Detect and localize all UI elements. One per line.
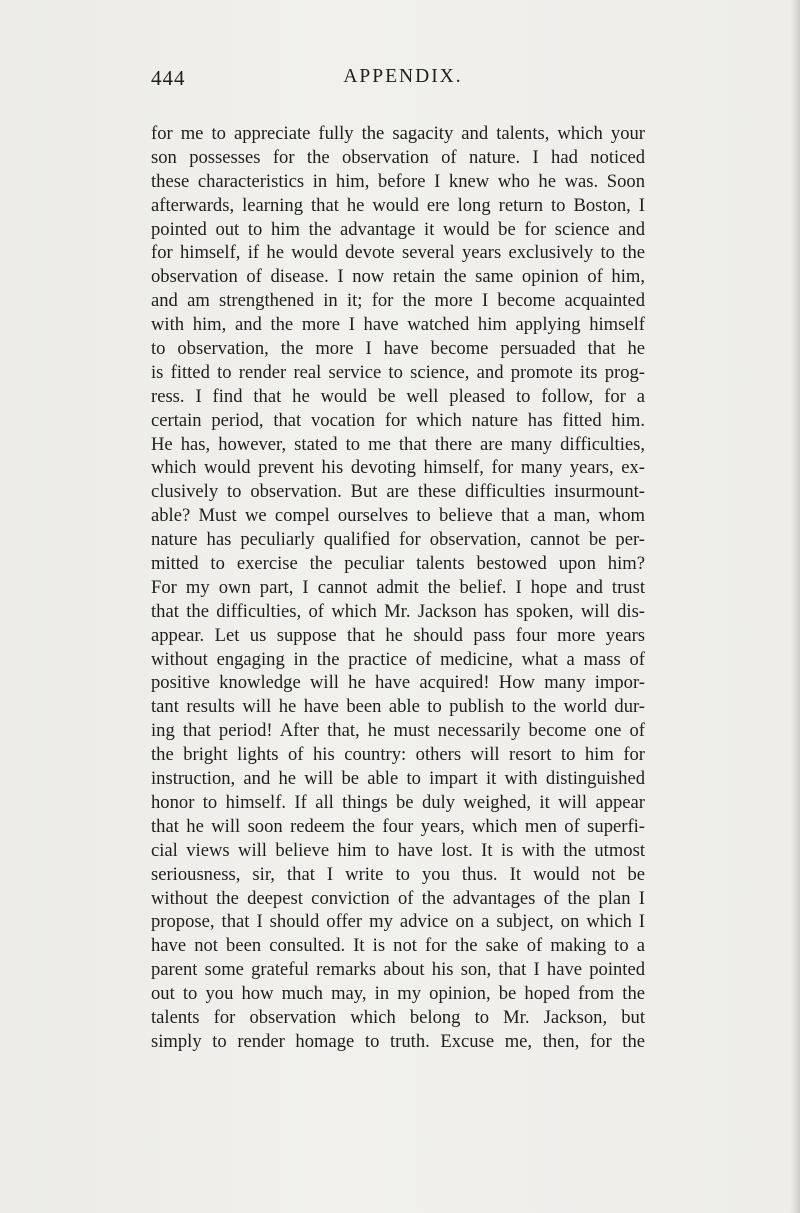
text-line: positive knowledge will he have acquired! How many impor-: [151, 672, 645, 694]
text-line: is fitted to render real service to science, and promote its prog-: [151, 361, 645, 383]
text-line: with him, and the more I have watched him applying himself: [151, 314, 645, 336]
text-line: appear. Let us suppose that he should pass four more years: [151, 624, 645, 646]
text-line: For my own part, I cannot admit the belief. I hope and trust: [151, 576, 645, 598]
text-line: tant results will he have been able to publish to the world dur-: [151, 696, 645, 718]
text-line: to observation, the more I have become persuaded that he: [151, 338, 645, 360]
text-line: the bright lights of his country: others will resort to him for: [151, 744, 645, 766]
text-line: that the difficulties, of which Mr. Jackson has spoken, will dis-: [151, 600, 645, 622]
text-line: propose, that I should offer my advice on a subject, on which I: [151, 911, 645, 933]
text-line: ress. I find that he would be well pleased to follow, for a: [151, 385, 645, 407]
text-line: for himself, if he would devote several years exclusively to the: [151, 242, 645, 264]
page-edge-shadow: [790, 0, 800, 1213]
text-line: pointed out to him the advantage it would be for science and: [151, 218, 645, 240]
text-line: without engaging in the practice of medicine, what a mass of: [151, 648, 645, 670]
text-line: ing that period! After that, he must necessarily become one of: [151, 720, 645, 742]
page-header: [151, 66, 645, 96]
text-line: afterwards, learning that he would ere long return to Boston, I: [151, 194, 645, 216]
text-line: cial views will believe him to have lost. It is with the utmost: [151, 839, 645, 861]
text-line: certain period, that vocation for which nature has fitted him.: [151, 409, 645, 431]
text-line: talents for observation which belong to Mr. Jackson, but: [151, 1006, 645, 1028]
text-line: observation of disease. I now retain the same opinion of him,: [151, 266, 645, 288]
text-line: that he will soon redeem the four years, which men of superfi-: [151, 815, 645, 837]
text-line: out to you how much may, in my opinion, be hoped from the: [151, 983, 645, 1005]
text-line: these characteristics in him, before I knew who he was. Soon: [151, 170, 645, 192]
text-line: honor to himself. If all things be duly weighed, it will appear: [151, 791, 645, 813]
text-line: simply to render homage to truth. Excuse me, then, for the: [151, 1030, 645, 1052]
text-line: He has, however, stated to me that there are many difficulties,: [151, 433, 645, 455]
text-line: which would prevent his devoting himself, for many years, ex-: [151, 457, 645, 479]
text-line: nature has peculiarly qualified for observation, cannot be per-: [151, 529, 645, 551]
text-line: able? Must we compel ourselves to believe that a man, whom: [151, 505, 645, 527]
text-line: for me to appreciate fully the sagacity and talents, which your: [151, 123, 645, 144]
page-number: 444: [151, 66, 186, 90]
text-line: clusively to observation. But are these difficulties insurmount-: [151, 481, 645, 503]
body-text: [151, 122, 645, 1054]
text-line: seriousness, sir, that I write to you thus. It would not be: [151, 863, 645, 885]
text-line: have not been consulted. It is not for the sake of making to a: [151, 935, 645, 957]
text-line: mitted to exercise the peculiar talents bestowed upon him?: [151, 553, 645, 575]
text-line: and am strengthened in it; for the more I become acquainted: [151, 290, 645, 312]
text-line: instruction, and he will be able to impart it with distinguished: [151, 768, 645, 790]
text-line: son possesses for the observation of nature. I had noticed: [151, 146, 645, 168]
text-line: parent some grateful remarks about his son, that I have pointed: [151, 959, 645, 981]
text-line: without the deepest conviction of the advantages of the plan I: [151, 887, 645, 909]
running-head: APPENDIX.: [343, 66, 463, 87]
